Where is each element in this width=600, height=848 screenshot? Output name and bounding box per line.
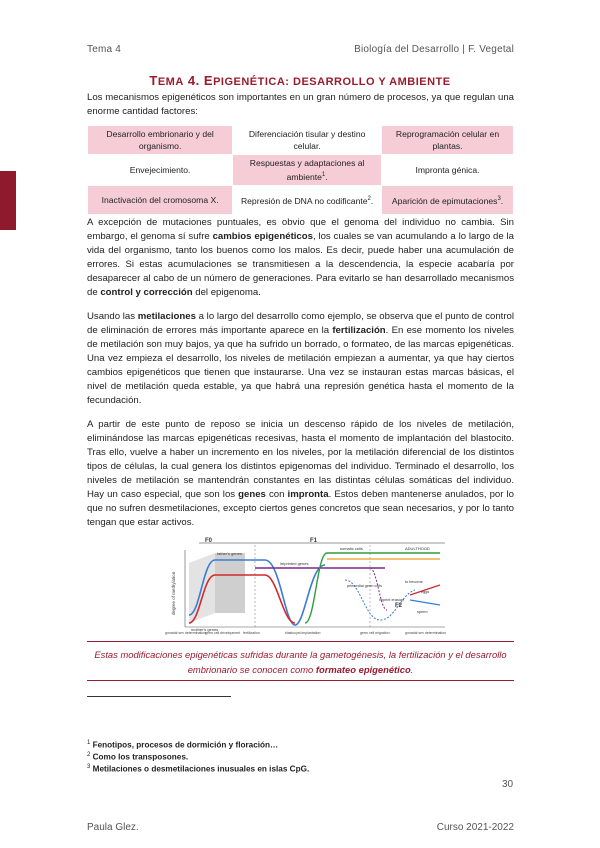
label-primordial-germ-cells: primordial germ cells (347, 584, 383, 588)
y-axis-label: degree of methylation (171, 571, 176, 615)
caption-rule-top (87, 641, 514, 642)
footnote-rule (87, 696, 231, 697)
label-sperm: sperm (417, 610, 428, 614)
table-cell: Envejecimiento. (88, 155, 233, 186)
cell-text: Aparición de epimutaciones (391, 195, 498, 206)
table-row (88, 185, 514, 214)
page-title (0, 73, 600, 88)
table-cell: Diferenciación tisular y destino celular. (233, 126, 382, 155)
footnote-ref: 1 (321, 172, 326, 178)
table-cell (233, 185, 382, 214)
label-imprint-erasure: imprint erasure (379, 598, 405, 602)
footnote-ref: 3 (497, 195, 501, 202)
title-number: 4. (187, 73, 200, 88)
label-to-become: to become (405, 580, 423, 584)
paragraph-2 (87, 310, 514, 408)
text-run: a lo largo del desarrollo como ejemplo, se observa que el punto de control de eliminación de errores más importante aparece en la (87, 311, 514, 336)
label-eggs: eggs (421, 590, 430, 594)
text-run: . (410, 664, 414, 675)
title-part: EMA (157, 76, 184, 88)
footnote-ref: 2 (367, 195, 371, 202)
text-run: con (265, 489, 288, 500)
page-number: 30 (502, 779, 514, 790)
label-f1: F1 (310, 538, 318, 544)
caption-rule-bottom (87, 680, 514, 681)
x-label: gonadal sex determination (165, 631, 207, 635)
x-label: blastocyst implantation (285, 631, 321, 635)
text-run: Estas modificaciones epigenéticas sufridas durante la gametogénesis, la fertilización y el desarrollo embrionario se conocen como (94, 649, 507, 675)
x-label: germ cell development (205, 631, 241, 635)
x-label: gonadal sex determination (405, 631, 447, 635)
footer-left: Paula Glez. (87, 822, 139, 833)
text-bold: control y corrección (100, 287, 193, 298)
shade-box (215, 553, 245, 613)
footnote (87, 764, 309, 774)
footnote-text: Metilaciones o desmetilaciones inusuales en islas CpG. (92, 764, 310, 774)
text-bold: metilaciones (137, 311, 196, 322)
label-mothers-genes: mother's genes (191, 627, 219, 632)
title-part: PIGENÉTICA: DESARROLLO Y AMBIENTE (213, 76, 451, 88)
cell-dot: . (500, 195, 504, 206)
paragraph-3 (87, 418, 514, 530)
label-f2: F2 (395, 603, 403, 609)
text-run: , los cuales se van acumulando a lo largo de la vida del organismo, tanto los buenos como los malos. Es decir, puede haber una acumulación de errores. Si estas acumulaciones se transmitiesen a la descendencia, la especie acabaría por desaparecer al cabo de un número de generaciones. Para evitarlo se han desarrollado mecanismos de (87, 231, 514, 298)
text-run: . En ese momento los niveles de metilación son muy bajos, ya que ha sufrido un borrado, o formateo, de las marcas epigenéticas. Una vez empieza el desarrollo, los niveles de metilación empiezan a aumentar, ya que hay ciertos cambios epigenéticos que tienen que instaurarse. Una vez se instauran estas marcas básicas, el nivel de metilación queda estable, ya que habrá una represión genética hasta el momento de la fecundación. (87, 325, 514, 406)
text-run: A excepción de mutaciones puntuales, es obvio que el genoma del individuo no cambia. Sin embargo, el genoma sí sufre (87, 217, 514, 242)
table-cell: Inactivación del cromosoma X. (88, 185, 233, 214)
footnote-num: 1 (87, 740, 91, 746)
x-label: fertilization (243, 631, 260, 635)
table-row (88, 155, 514, 186)
footnote-num: 3 (87, 764, 91, 770)
cell-dot: . (325, 171, 328, 182)
table-cell (233, 155, 382, 186)
header-left: Tema 4 (87, 44, 121, 55)
methylation-figure (155, 535, 450, 637)
text-run: Usando las (87, 311, 138, 322)
text-bold: genes (238, 489, 266, 500)
title-part: E (203, 73, 214, 88)
table-cell (382, 185, 514, 214)
text-bold: impronta (287, 489, 329, 500)
label-adulthood: ADULTHOOD (405, 546, 430, 551)
footnote (87, 752, 188, 762)
figure-caption (87, 647, 514, 677)
table-cell: Desarrollo embrionario y del organismo. (88, 126, 233, 155)
side-tab (0, 171, 16, 230)
title-part: T (149, 73, 158, 88)
footnote-num: 2 (87, 752, 91, 758)
header-right: Biología del Desarrollo | F. Vegetal (354, 44, 514, 55)
text-run: A partir de este punto de reposo se inicia un descenso rápido de los niveles de metilación, eliminándose las marcas epigenéticas recesivas, hasta el momento de implantación del blastocito. Tras ello, vuelve a haber un incremento en los niveles, por la metilación diferencial de los distintos tipos de células, la cual genera los distintos epigenomas del individuo. Terminado el desarrollo, los niveles de metilación se mantendrán constantes en las distintas células somáticas del individuo. Hay un caso especial, que son los (87, 419, 514, 500)
mechanisms-table (87, 125, 514, 215)
label-somatic-cells: somatic cells (340, 546, 363, 551)
x-label: germ cell migration (360, 631, 390, 635)
cell-text: Respuestas y adaptaciones al ambiente (249, 158, 365, 182)
text-bold: formateo epigenético (315, 664, 411, 675)
footer-right: Curso 2021-2022 (436, 822, 514, 833)
text-run: del epigenoma. (192, 287, 261, 298)
label-imprinted-genes: imprinted genes (280, 561, 309, 566)
table-row (88, 126, 514, 155)
label-f0: F0 (205, 538, 213, 544)
footnote-text: Como los transposones. (92, 752, 189, 762)
cell-text: Represión de DNA no codificante (240, 195, 368, 206)
table-cell: Impronta génica. (382, 155, 514, 186)
footnote (87, 740, 278, 750)
intro-paragraph: Los mecanismos epigenéticos son importantes en un gran número de procesos, ya que regulan una enorme cantidad factores: (87, 92, 514, 117)
footnote-text: Fenotipos, procesos de dormición y floración… (92, 740, 279, 750)
cell-dot: . (370, 195, 374, 206)
text-run: . Estos deben mantenerse anulados, por lo que no sufren desmetilaciones, excepto ciertos genes concretos que sean necesarios, y por lo tanto tengan que estar activos. (87, 489, 514, 528)
text-bold: fertilización (332, 325, 386, 336)
label-fathers-genes: father's genes (217, 551, 243, 556)
table-cell: Reprogramación celular en plantas. (382, 126, 514, 155)
paragraph-1 (87, 216, 514, 300)
text-bold: cambios epigenéticos (212, 231, 313, 242)
